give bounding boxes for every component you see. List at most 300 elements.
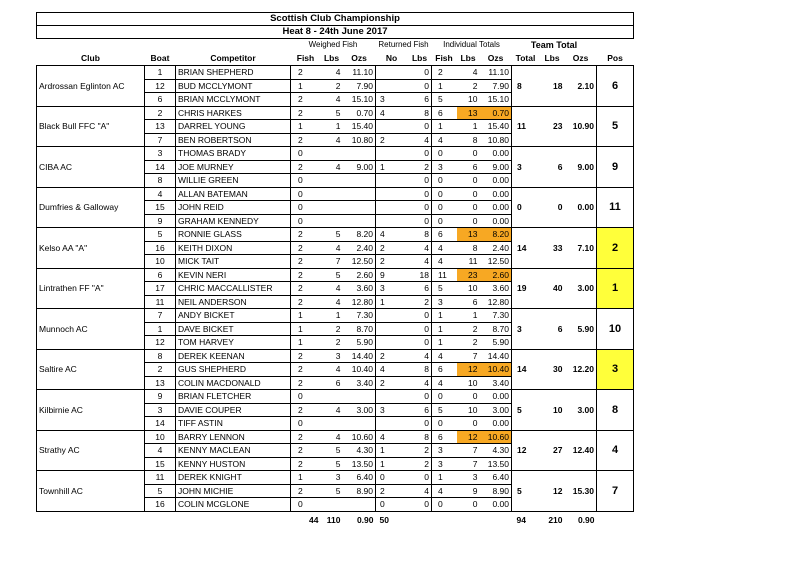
competitor-name: KENNY HUSTON [176, 457, 291, 471]
returned-lbs: 0 [408, 390, 432, 404]
weighed-fish: 2 [291, 93, 321, 107]
weighed-ozs: 8.90 [343, 484, 376, 498]
returned-lbs: 18 [408, 268, 432, 282]
individual-fish: 11 [432, 268, 457, 282]
weighed-lbs: 2 [321, 336, 343, 350]
boat-number: 15 [145, 457, 176, 471]
individual-ozs: 10.40 [480, 363, 512, 377]
individual-fish: 3 [432, 457, 457, 471]
individual-ozs: 2.60 [480, 268, 512, 282]
individual-fish: 5 [432, 93, 457, 107]
individual-ozs: 8.20 [480, 228, 512, 242]
returned-no [376, 201, 408, 215]
weighed-fish: 2 [291, 363, 321, 377]
weighed-lbs: 5 [321, 484, 343, 498]
table-row [37, 66, 634, 80]
weighed-ozs: 6.40 [343, 471, 376, 485]
boat-number: 3 [145, 147, 176, 161]
weighed-lbs [321, 214, 343, 228]
team-lbs: 10 [540, 390, 565, 431]
individual-fish: 1 [432, 79, 457, 93]
group-header-row [37, 39, 634, 52]
individual-fish: 0 [432, 187, 457, 201]
weighed-lbs: 4 [321, 363, 343, 377]
weighed-ozs: 15.40 [343, 120, 376, 134]
weighed-fish: 0 [291, 201, 321, 215]
table-row [37, 390, 634, 404]
club-name: Kilbirnie AC [37, 390, 145, 431]
returned-lbs: 0 [408, 498, 432, 512]
boat-number: 12 [145, 79, 176, 93]
weighed-fish: 1 [291, 336, 321, 350]
individual-ozs: 3.40 [480, 376, 512, 390]
total-team-lbs: 210 [548, 514, 563, 525]
team-lbs: 12 [540, 471, 565, 512]
column-header-competitor: Competitor [210, 53, 256, 63]
returned-no: 4 [376, 363, 408, 377]
weighed-lbs [321, 498, 343, 512]
boat-number: 2 [145, 363, 176, 377]
team-total: 3 [512, 309, 540, 350]
individual-lbs: 8 [457, 133, 480, 147]
weighed-lbs: 3 [321, 471, 343, 485]
returned-lbs: 2 [408, 457, 432, 471]
team-lbs: 18 [540, 66, 565, 107]
individual-fish: 4 [432, 241, 457, 255]
weighed-lbs: 1 [321, 309, 343, 323]
team-lbs: 6 [540, 147, 565, 188]
team-ozs: 3.00 [565, 390, 597, 431]
returned-no: 2 [376, 133, 408, 147]
total-fish: 44 [309, 514, 319, 525]
team-total: 11 [512, 106, 540, 147]
individual-lbs: 7 [457, 349, 480, 363]
weighed-fish: 0 [291, 174, 321, 188]
individual-lbs: 6 [457, 295, 480, 309]
individual-lbs: 2 [457, 79, 480, 93]
returned-no [376, 79, 408, 93]
returned-no [376, 417, 408, 431]
individual-ozs: 0.00 [480, 498, 512, 512]
club-name: Saltire AC [37, 349, 145, 390]
individual-lbs: 1 [457, 309, 480, 323]
boat-number: 9 [145, 214, 176, 228]
table-row [37, 106, 634, 120]
club-name: CIBA AC [37, 147, 145, 188]
individual-fish: 0 [432, 390, 457, 404]
boat-number: 3 [145, 403, 176, 417]
weighed-fish: 2 [291, 282, 321, 296]
returned-no: 1 [376, 295, 408, 309]
weighed-ozs [343, 214, 376, 228]
returned-no: 9 [376, 268, 408, 282]
competitor-name: BRIAN SHEPHERD [176, 66, 291, 80]
club-name: Ardrossan Eglinton AC [37, 66, 145, 107]
boat-number: 10 [145, 430, 176, 444]
individual-ozs: 0.70 [480, 106, 512, 120]
team-lbs: 0 [540, 187, 565, 228]
boat-number: 4 [145, 187, 176, 201]
weighed-ozs: 3.40 [343, 376, 376, 390]
individual-lbs: 6 [457, 160, 480, 174]
weighed-fish: 0 [291, 390, 321, 404]
weighed-ozs: 5.90 [343, 336, 376, 350]
individual-lbs: 12 [457, 430, 480, 444]
returned-no [376, 147, 408, 161]
individual-ozs: 8.70 [480, 322, 512, 336]
club-name: Townhill AC [37, 471, 145, 512]
individual-fish: 6 [432, 106, 457, 120]
individual-fish: 6 [432, 228, 457, 242]
individual-ozs: 6.40 [480, 471, 512, 485]
weighed-fish: 1 [291, 120, 321, 134]
weighed-lbs: 4 [321, 295, 343, 309]
boat-number: 7 [145, 133, 176, 147]
individual-lbs: 2 [457, 322, 480, 336]
totals-row [37, 511, 634, 528]
team-total: 5 [512, 390, 540, 431]
boat-number: 11 [145, 295, 176, 309]
team-total: 12 [512, 430, 540, 471]
individual-ozs: 3.00 [480, 403, 512, 417]
team-ozs: 2.10 [565, 66, 597, 107]
weighed-ozs: 7.30 [343, 309, 376, 323]
team-lbs: 6 [540, 309, 565, 350]
individual-lbs: 3 [457, 471, 480, 485]
team-ozs: 12.40 [565, 430, 597, 471]
team-lbs: 30 [540, 349, 565, 390]
returned-lbs: 0 [408, 471, 432, 485]
results-table [36, 12, 634, 528]
position: 8 [597, 390, 634, 431]
column-header-returned-lbs: Lbs [411, 53, 428, 63]
weighed-fish: 0 [291, 147, 321, 161]
weighed-lbs: 1 [321, 120, 343, 134]
weighed-fish: 1 [291, 79, 321, 93]
team-lbs: 33 [540, 228, 565, 269]
table-row [37, 147, 634, 161]
weighed-fish: 2 [291, 106, 321, 120]
weighed-ozs: 13.50 [343, 457, 376, 471]
individual-lbs: 0 [457, 417, 480, 431]
individual-fish: 4 [432, 255, 457, 269]
competitor-name: BUD MCCLYMONT [176, 79, 291, 93]
returned-lbs: 0 [408, 79, 432, 93]
team-lbs: 23 [540, 106, 565, 147]
individual-lbs: 7 [457, 457, 480, 471]
individual-lbs: 0 [457, 390, 480, 404]
individual-ozs: 2.40 [480, 241, 512, 255]
returned-lbs: 8 [408, 430, 432, 444]
competitor-name: CHRIS HARKES [176, 106, 291, 120]
competitor-name: GUS SHEPHERD [176, 363, 291, 377]
returned-lbs: 2 [408, 160, 432, 174]
individual-lbs: 0 [457, 187, 480, 201]
team-total: 5 [512, 471, 540, 512]
returned-no [376, 120, 408, 134]
weighed-lbs: 4 [321, 66, 343, 80]
individual-fish: 0 [432, 147, 457, 161]
competitor-name: DAVIE COUPER [176, 403, 291, 417]
individual-ozs: 12.50 [480, 255, 512, 269]
weighed-fish: 0 [291, 417, 321, 431]
returned-lbs: 6 [408, 403, 432, 417]
team-ozs: 15.30 [565, 471, 597, 512]
totals-spacer [408, 511, 432, 528]
team-lbs: 27 [540, 430, 565, 471]
competitor-name: DAVE BICKET [176, 322, 291, 336]
team-ozs: 10.90 [565, 106, 597, 147]
individual-lbs: 13 [457, 228, 480, 242]
individual-lbs: 2 [457, 336, 480, 350]
weighed-ozs [343, 201, 376, 215]
competitor-name: KEITH DIXON [176, 241, 291, 255]
competitor-name: BARRY LENNON [176, 430, 291, 444]
weighed-lbs [321, 187, 343, 201]
individual-fish: 1 [432, 322, 457, 336]
totals-spacer [432, 511, 457, 528]
position: 7 [597, 471, 634, 512]
individual-ozs: 0.00 [480, 187, 512, 201]
individual-fish: 5 [432, 282, 457, 296]
weighed-lbs: 5 [321, 106, 343, 120]
returned-lbs: 6 [408, 282, 432, 296]
weighed-lbs: 3 [321, 349, 343, 363]
boat-number: 6 [145, 93, 176, 107]
weighed-ozs: 8.70 [343, 322, 376, 336]
returned-lbs: 2 [408, 444, 432, 458]
individual-fish: 1 [432, 309, 457, 323]
returned-lbs: 0 [408, 322, 432, 336]
team-total: 3 [512, 147, 540, 188]
returned-no: 1 [376, 444, 408, 458]
column-header-position: Pos [607, 53, 623, 63]
individual-fish: 3 [432, 444, 457, 458]
column-header-weighed-ozs: Ozs [351, 53, 367, 63]
individual-ozs: 5.90 [480, 336, 512, 350]
column-header-club: Club [81, 53, 100, 63]
weighed-ozs: 12.50 [343, 255, 376, 269]
weighed-fish: 1 [291, 322, 321, 336]
returned-no [376, 322, 408, 336]
club-name: Dumfries & Galloway [37, 187, 145, 228]
weighed-fish: 2 [291, 403, 321, 417]
returned-no: 3 [376, 403, 408, 417]
returned-no: 4 [376, 430, 408, 444]
team-lbs: 40 [540, 268, 565, 309]
individual-fish: 6 [432, 363, 457, 377]
team-ozs: 12.20 [565, 349, 597, 390]
individual-lbs: 10 [457, 376, 480, 390]
table-row [37, 228, 634, 242]
boat-number: 8 [145, 349, 176, 363]
competitor-name: KEVIN NERI [176, 268, 291, 282]
weighed-ozs [343, 390, 376, 404]
title-row [37, 13, 634, 26]
weighed-fish: 2 [291, 457, 321, 471]
weighed-lbs [321, 390, 343, 404]
totals-spacer [176, 511, 291, 528]
competitor-name: MICK TAIT [176, 255, 291, 269]
weighed-lbs [321, 417, 343, 431]
team-total: 14 [512, 228, 540, 269]
club-name: Munnoch AC [37, 309, 145, 350]
weighed-lbs: 4 [321, 133, 343, 147]
individual-totals-header: Individual Totals [443, 40, 500, 49]
total-team-ozs: 0.90 [577, 514, 595, 525]
individual-lbs: 0 [457, 498, 480, 512]
weighed-fish: 2 [291, 241, 321, 255]
sheet-title: Scottish Club Championship [37, 13, 634, 26]
team-ozs: 0.00 [565, 187, 597, 228]
returned-lbs: 8 [408, 106, 432, 120]
competitor-name: JOE MURNEY [176, 160, 291, 174]
column-header-team-ozs: Ozs [572, 53, 589, 63]
competitor-name: JOHN MICHIE [176, 484, 291, 498]
individual-lbs: 10 [457, 93, 480, 107]
individual-fish: 4 [432, 376, 457, 390]
position: 10 [597, 309, 634, 350]
returned-no: 1 [376, 160, 408, 174]
position: 2 [597, 228, 634, 269]
individual-ozs: 10.60 [480, 430, 512, 444]
column-header-returned-no: No [385, 53, 398, 63]
individual-fish: 3 [432, 295, 457, 309]
weighed-ozs: 2.40 [343, 241, 376, 255]
individual-lbs: 11 [457, 255, 480, 269]
weighed-fish: 0 [291, 187, 321, 201]
individual-fish: 1 [432, 120, 457, 134]
column-header-weighed-lbs: Lbs [323, 53, 340, 63]
individual-lbs: 12 [457, 363, 480, 377]
returned-lbs: 4 [408, 133, 432, 147]
weighed-lbs: 6 [321, 376, 343, 390]
individual-fish: 4 [432, 484, 457, 498]
weighed-ozs: 4.30 [343, 444, 376, 458]
weighed-ozs: 3.00 [343, 403, 376, 417]
team-total: 0 [512, 187, 540, 228]
weighed-lbs [321, 147, 343, 161]
boat-number: 1 [145, 322, 176, 336]
boat-number: 17 [145, 282, 176, 296]
weighed-lbs: 4 [321, 282, 343, 296]
returned-no [376, 309, 408, 323]
returned-lbs: 0 [408, 214, 432, 228]
competitor-name: NEIL ANDERSON [176, 295, 291, 309]
returned-lbs: 0 [408, 66, 432, 80]
returned-lbs: 6 [408, 93, 432, 107]
boat-number: 13 [145, 120, 176, 134]
column-header-team-total: Total [515, 53, 536, 63]
boat-number: 10 [145, 255, 176, 269]
boat-number: 12 [145, 336, 176, 350]
returned-no: 2 [376, 376, 408, 390]
weighed-ozs: 12.80 [343, 295, 376, 309]
weighed-ozs [343, 417, 376, 431]
individual-lbs: 7 [457, 444, 480, 458]
individual-ozs: 14.40 [480, 349, 512, 363]
returned-lbs: 2 [408, 295, 432, 309]
returned-lbs: 4 [408, 484, 432, 498]
individual-ozs: 0.00 [480, 147, 512, 161]
weighed-fish: 2 [291, 228, 321, 242]
individual-lbs: 23 [457, 268, 480, 282]
weighed-lbs: 4 [321, 241, 343, 255]
weighed-fish: 1 [291, 309, 321, 323]
team-total: 19 [512, 268, 540, 309]
competitor-name: BRIAN MCCLYMONT [176, 93, 291, 107]
individual-fish: 4 [432, 133, 457, 147]
position: 5 [597, 106, 634, 147]
boat-number: 13 [145, 376, 176, 390]
individual-ozs: 0.00 [480, 201, 512, 215]
weighed-fish: 2 [291, 255, 321, 269]
weighed-lbs: 4 [321, 160, 343, 174]
weighed-ozs: 10.60 [343, 430, 376, 444]
position: 9 [597, 147, 634, 188]
boat-number: 2 [145, 106, 176, 120]
sheet-subtitle: Heat 8 - 24th June 2017 [37, 26, 634, 39]
weighed-fish: 2 [291, 430, 321, 444]
individual-fish: 0 [432, 214, 457, 228]
individual-fish: 2 [432, 66, 457, 80]
competitor-name: KENNY MACLEAN [176, 444, 291, 458]
individual-fish: 5 [432, 403, 457, 417]
returned-lbs: 0 [408, 417, 432, 431]
individual-lbs: 10 [457, 282, 480, 296]
weighed-ozs: 0.70 [343, 106, 376, 120]
table-row [37, 430, 634, 444]
individual-lbs: 8 [457, 241, 480, 255]
returned-no: 2 [376, 241, 408, 255]
individual-ozs: 0.00 [480, 417, 512, 431]
weighed-fish: 2 [291, 133, 321, 147]
individual-ozs: 7.90 [480, 79, 512, 93]
totals-spacer [480, 511, 512, 528]
total-team-fish: 94 [516, 514, 526, 525]
column-header-team-lbs: Lbs [544, 53, 560, 63]
individual-fish: 0 [432, 417, 457, 431]
weighed-lbs: 2 [321, 322, 343, 336]
weighed-lbs: 5 [321, 228, 343, 242]
competitor-name: BEN ROBERTSON [176, 133, 291, 147]
totals-spacer [145, 511, 176, 528]
team-ozs: 9.00 [565, 147, 597, 188]
individual-lbs: 10 [457, 403, 480, 417]
returned-lbs: 0 [408, 174, 432, 188]
returned-no [376, 390, 408, 404]
individual-ozs: 11.10 [480, 66, 512, 80]
competitor-name: COLIN MCGLONE [176, 498, 291, 512]
team-total: 8 [512, 66, 540, 107]
table-row [37, 309, 634, 323]
individual-ozs: 4.30 [480, 444, 512, 458]
returned-no [376, 187, 408, 201]
individual-ozs: 15.10 [480, 93, 512, 107]
returned-lbs: 0 [408, 120, 432, 134]
competitor-name: CHRIC MACCALLISTER [176, 282, 291, 296]
boat-number: 11 [145, 471, 176, 485]
totals-spacer [37, 511, 145, 528]
weighed-fish: 2 [291, 268, 321, 282]
position: 11 [597, 187, 634, 228]
weighed-lbs [321, 174, 343, 188]
returned-no [376, 174, 408, 188]
weighed-ozs [343, 174, 376, 188]
boat-number: 16 [145, 498, 176, 512]
weighed-fish: 0 [291, 498, 321, 512]
boat-number: 6 [145, 268, 176, 282]
